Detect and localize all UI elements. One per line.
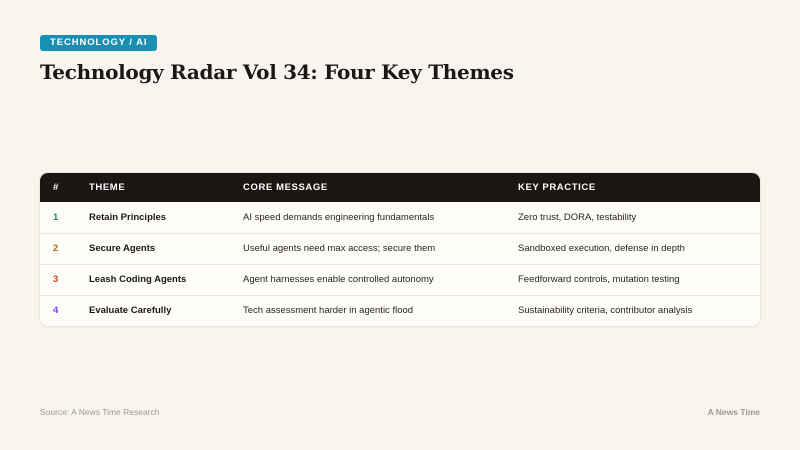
column-header-core-message: CORE MESSAGE	[243, 182, 328, 193]
row-key-practice: Zero trust, DORA, testability	[518, 211, 637, 223]
page-title: Technology Radar Vol 34: Four Key Themes	[40, 60, 514, 84]
table-row	[40, 233, 760, 264]
row-theme: Retain Principles	[89, 211, 167, 223]
brand-name: A News Time	[707, 407, 760, 417]
table-row	[40, 202, 760, 233]
table-header-row	[40, 173, 760, 202]
table-row	[40, 264, 760, 295]
row-key-practice: Sandboxed execution, defense in depth	[518, 243, 685, 254]
row-theme: Leash Coding Agents	[89, 274, 187, 285]
row-theme: Evaluate Carefully	[89, 305, 172, 317]
row-number: 1	[53, 211, 59, 223]
row-number: 3	[53, 274, 59, 285]
category-badge: TECHNOLOGY / AI	[40, 35, 157, 51]
row-core-message: Agent harnesses enable controlled autonomy	[243, 274, 434, 285]
column-header-key-practice: KEY PRACTICE	[518, 182, 596, 193]
source-credit: Source: A News Time Research	[40, 407, 160, 417]
row-theme: Secure Agents	[89, 243, 156, 254]
row-core-message: Useful agents need max access; secure them	[243, 243, 436, 254]
themes-table	[40, 173, 760, 326]
row-core-message: Tech assessment harder in agentic flood	[243, 305, 414, 317]
row-key-practice: Sustainability criteria, contributor analysis	[518, 305, 693, 317]
column-header-theme: THEME	[89, 182, 126, 193]
row-number: 2	[53, 243, 59, 254]
column-header-number: #	[53, 182, 59, 193]
row-core-message: AI speed demands engineering fundamentals	[243, 211, 435, 223]
row-number: 4	[53, 305, 59, 317]
table-row	[40, 295, 760, 326]
row-key-practice: Feedforward controls, mutation testing	[518, 274, 680, 285]
